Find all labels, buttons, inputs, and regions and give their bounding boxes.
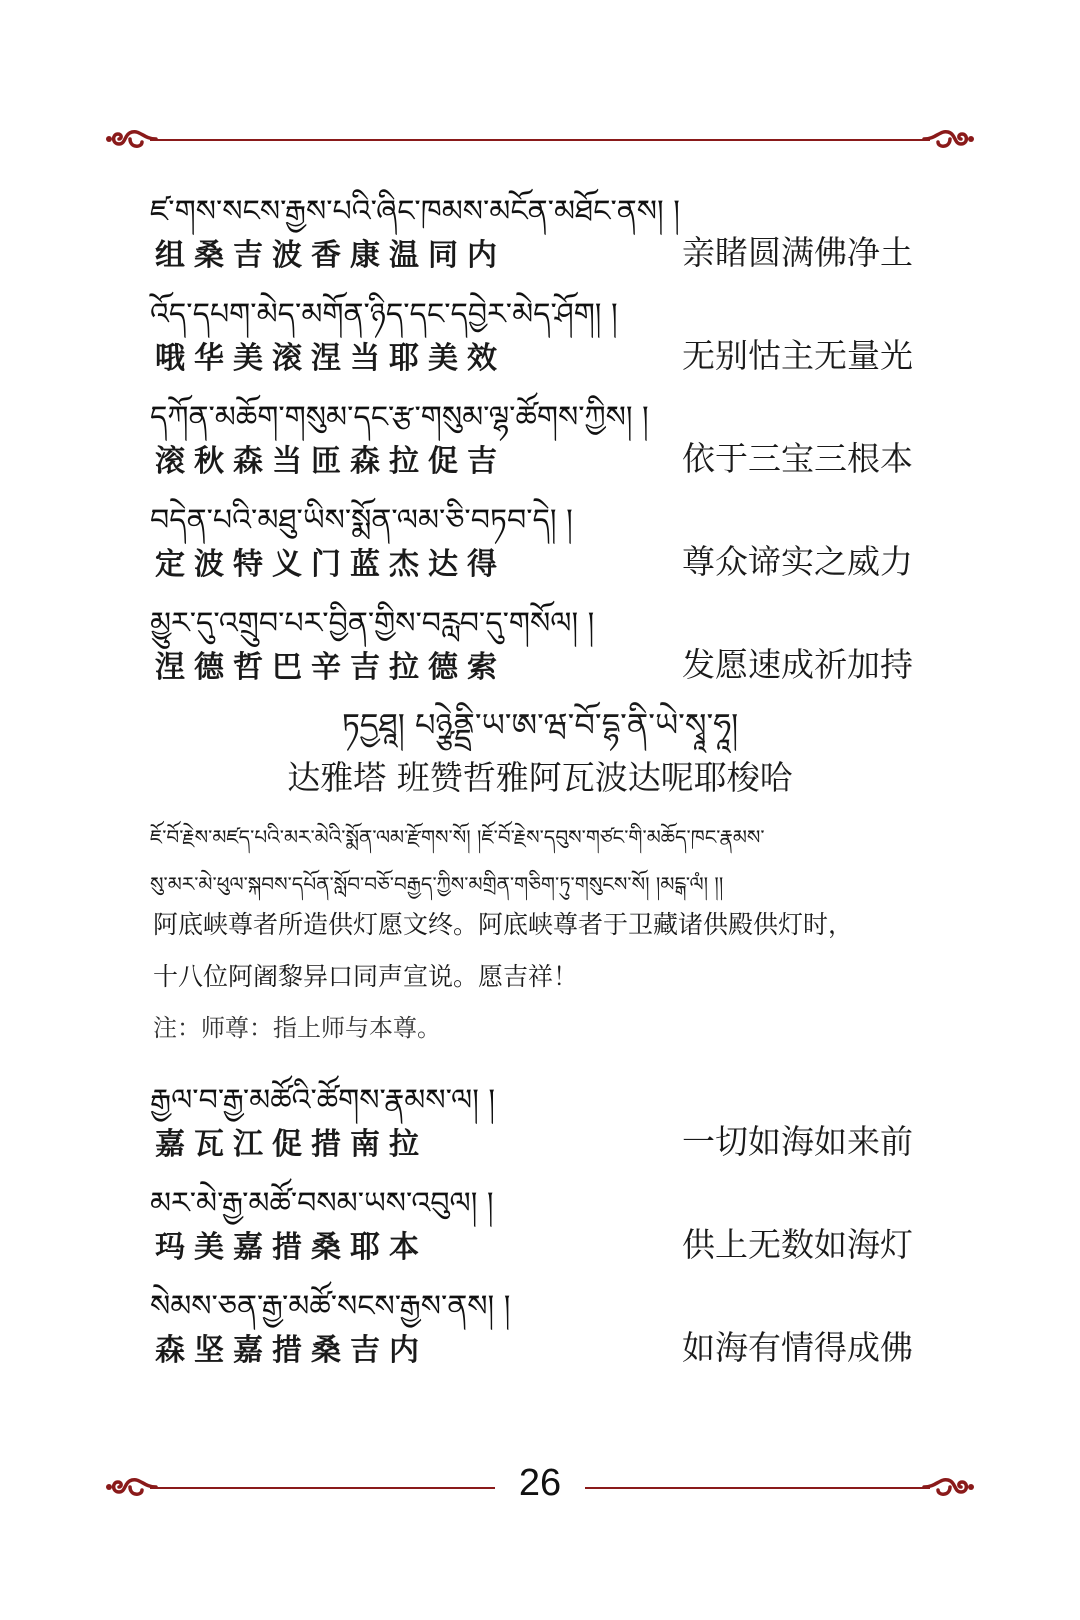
verse-tibetan: བདེན་པའི་མཐུ་ཡིས་སྨོན་ལམ་ཅི་བཏབ་དེ། །: [150, 503, 573, 538]
verse-translation: 如海有情得成佛: [682, 1328, 913, 1367]
verse-translation: 供上无数如海灯: [682, 1225, 913, 1264]
verse-translation: 尊众谛实之威力: [682, 542, 913, 581]
verse-tibetan: མྱུར་དུ་འགྲུབ་པར་བྱིན་གྱིས་བརླབ་དུ་གསོལ། །: [150, 606, 595, 641]
verse-tibetan: དཀོན་མཆོག་གསུམ་དང་རྩ་གསུམ་ལྷ་ཚོགས་ཀྱིས། །: [150, 400, 649, 435]
verse-tibetan: འོད་དཔག་མེད་མགོན་ཉིད་དང་དབྱེར་མེད་ཤོག། །: [150, 297, 618, 332]
colophon-tibetan-line: ཇོ་བོ་རྗེས་མཛད་པའི་མར་མེའི་སྨོན་ལམ་རྫོགས་སོ། །ཇོ་བོ་རྗེས་དབུས་གཙང་གི་མཆོད་ཁང་རྣམས་: [150, 825, 765, 849]
verse-translation: 依于三宝三根本: [682, 439, 913, 478]
page-number: 26: [518, 1462, 562, 1504]
verse-tibetan: ཛ་གས་སངས་རྒྱས་པའི་ཞིང་ཁམས་མངོན་མཐོང་ནས། །: [150, 194, 680, 229]
verse-phonetic: 涅德哲巴辛吉拉德索: [155, 650, 506, 685]
cloud-ornament-icon: [922, 124, 980, 152]
colophon-chinese-line: 阿底峡尊者所造供灯愿文终。阿底峡尊者于卫藏诸供殿供灯时，: [153, 910, 854, 939]
colophon-chinese-line: 十八位阿阇黎异口同声宣说。愿吉祥！: [153, 962, 579, 991]
verse-phonetic: 玛美嘉措桑耶本: [155, 1230, 428, 1265]
verse-phonetic: 嘉瓦江促措南拉: [155, 1127, 428, 1162]
verse-tibetan: རྒྱལ་བ་རྒྱ་མཚོའི་ཚོགས་རྣམས་ལ། །: [150, 1083, 496, 1118]
mantra-tibetan: ཏདྱཐཱ། པཉྩེནྡྲི་ཡ་ཨ་ཝ་བོ་དྷ་ནི་ཡེ་སྭཱ་ཧཱ།: [341, 706, 739, 744]
cloud-ornament-icon: [100, 124, 158, 152]
verse-translation: 发愿速成祈加持: [682, 645, 913, 684]
verse-tibetan: སེམས་ཅན་རྒྱ་མཚོ་སངས་རྒྱས་ནས། །: [150, 1289, 511, 1324]
colophon-tibetan-line: སུ་མར་མེ་ཕུལ་སྐབས་དཔོན་སློབ་བཅོ་བརྒྱད་ཀྱིས་མགྲིན་གཅིག་ཏུ་གསུངས་སོ། །མངྒ་ལཾ། །།: [150, 872, 724, 896]
mantra-chinese: 达雅塔 班赞哲雅阿瓦波达呢耶梭哈: [287, 758, 793, 797]
verse-translation: 一切如海如来前: [682, 1122, 913, 1161]
verse-phonetic: 滚秋森当匝森拉促吉: [155, 444, 506, 479]
verse-tibetan: མར་མེ་རྒྱ་མཚོ་བསམ་ཡས་འབུལ། །: [150, 1186, 494, 1221]
verse-phonetic: 哦华美滚涅当耶美效: [155, 341, 506, 376]
verse-phonetic: 组桑吉波香康温同内: [155, 238, 506, 273]
verse-translation: 亲睹圆满佛净土: [682, 233, 913, 272]
verse-translation: 无别怙主无量光: [682, 336, 913, 375]
top-rule: [150, 139, 930, 141]
verse-phonetic: 森坚嘉措桑吉内: [155, 1333, 428, 1368]
footnote: 注：师尊：指上师与本尊。: [153, 1014, 441, 1042]
verse-phonetic: 定波特义门蓝杰达得: [155, 547, 506, 582]
